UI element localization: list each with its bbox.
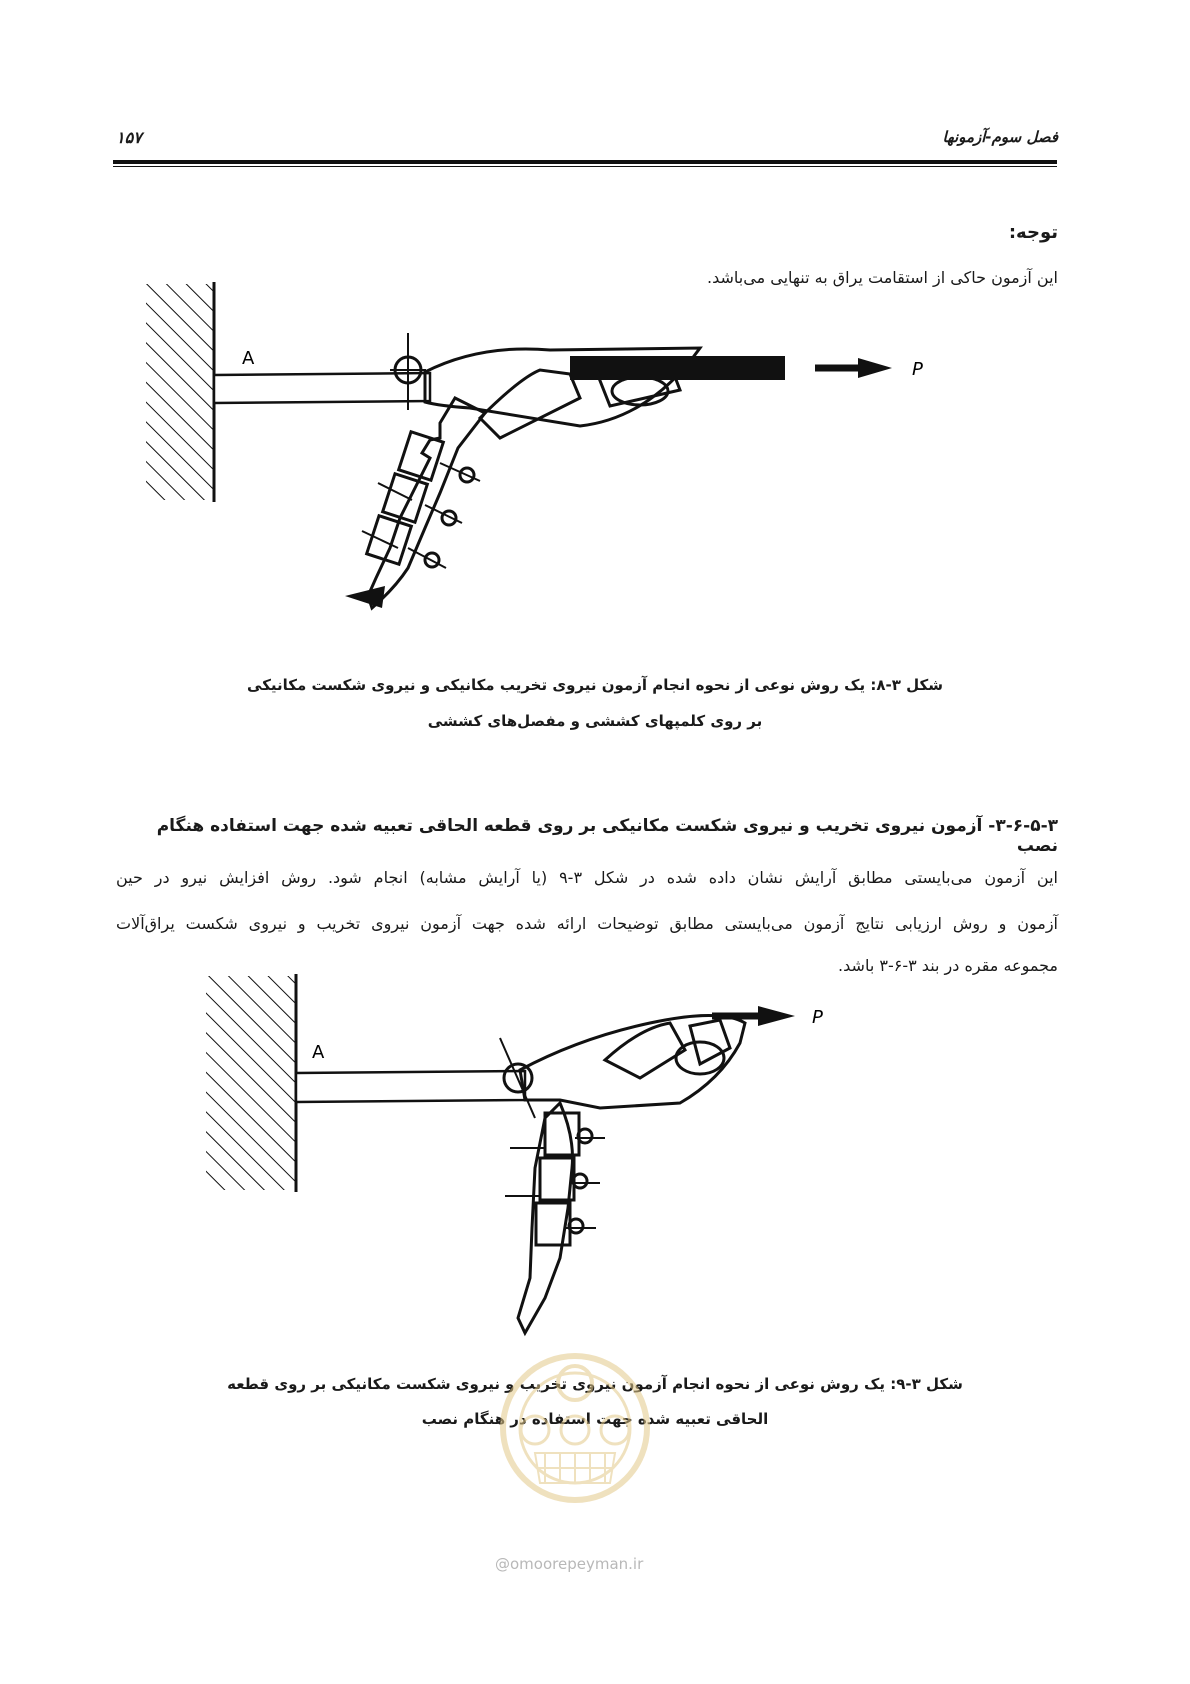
attachment-body — [500, 1016, 745, 1334]
header-rule-thin — [113, 166, 1057, 167]
figure2-caption-line2: الحاقی تعبیه شده جهت استفاده در هنگام نصب — [421, 1410, 769, 1428]
conductor — [570, 356, 785, 380]
note-text: این آزمون حاکی از استقامت یراق به تنهایی می‌باشد. — [707, 268, 1058, 287]
figure1-caption-line1: شکل ۳-۸: یک روش نوعی از نحوه انجام آزمون نیروی تخریب مکانیکی و نیروی شکست مکانیکی — [247, 676, 943, 694]
body-line-2: آزمون و روش ارزیابی نتایج آزمون می‌بایستی مطابق توضیحات ارائه شده جهت آزمون نیروی تخریب و نیروی شکست یراق‌آلات — [116, 914, 1058, 933]
body-line-3: مجموعه مقره در بند ۳-۶-۳ باشد. — [838, 956, 1058, 975]
figure1-caption-line2: بر روی کلمپهای کششی و مفصل‌های کششی — [427, 712, 763, 730]
page-number: ۱۵۷ — [116, 128, 142, 147]
force-arrow — [712, 1006, 795, 1026]
label-p: P — [812, 1007, 823, 1028]
wall-hatch — [206, 974, 296, 1192]
watermark-seal — [490, 1318, 660, 1513]
watermark-url: @omoorepeyman.ir — [495, 1555, 644, 1573]
chapter-title: فصل سوم-آزمونها — [942, 128, 1058, 146]
note-heading: توجه: — [1008, 222, 1058, 243]
body-line-1: این آزمون می‌بایستی مطابق آرایش نشان داده شده در شکل ۳-۹ (یا آرایش مشابه) انجام شود. روش افزایش نیرو در حین — [116, 868, 1058, 887]
figure2-caption-line1: شکل ۳-۹: یک روش نوعی از نحوه انجام آزمون نیروی تخریب و نیروی شکست مکانیکی بر روی قطعه — [227, 1375, 963, 1393]
label-p: P — [912, 359, 923, 380]
section-heading: ۳-۶-۵-۳- آزمون نیروی تخریب و نیروی شکست مکانیکی بر روی قطعه الحاقی تعبیه شده جهت استفاده هنگام نصب — [156, 816, 1058, 856]
label-a: A — [242, 348, 255, 369]
force-arrow — [815, 358, 892, 378]
rod-a — [296, 1071, 525, 1102]
conductor-stub — [345, 586, 385, 608]
wall-hatch — [146, 282, 214, 502]
figure-tension-clamp-test — [140, 278, 990, 668]
figure-attachment-test — [200, 968, 950, 1358]
header-rule-thick — [113, 160, 1057, 164]
label-a: A — [312, 1042, 325, 1063]
